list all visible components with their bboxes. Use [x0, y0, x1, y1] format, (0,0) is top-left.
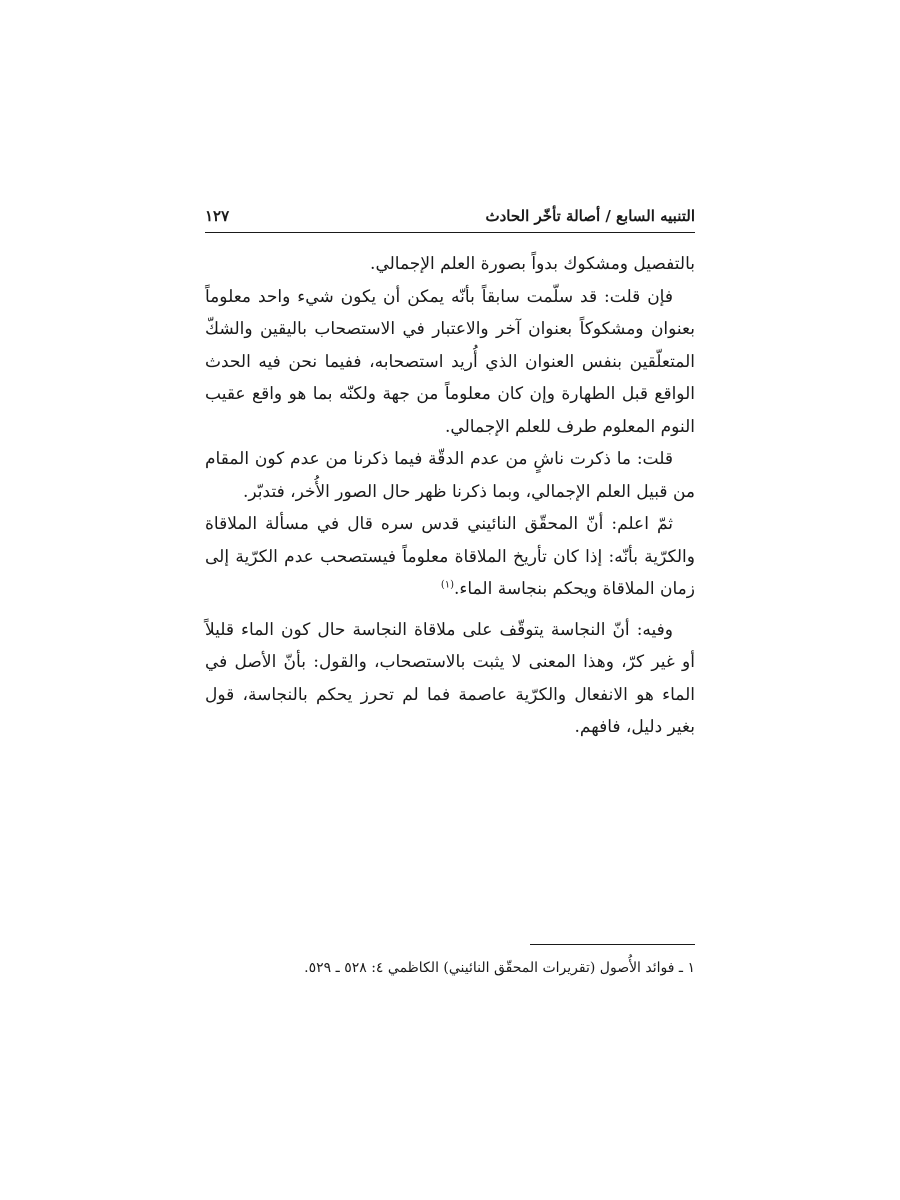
header-divider	[205, 232, 695, 233]
footnote-reference[interactable]: (١)	[440, 579, 455, 591]
footnote: ١ ـ فوائد الأُصول (تقريرات المحقّق النائيني) الكاظمي ٤: ٥٢٨ ـ ٥٢٩.	[304, 960, 695, 976]
paragraph-2: فإن قلت: قد سلّمت سابقاً بأنّه يمكن أن يكون شيء واحد معلوماً بعنوان ومشكوكاً بعنوان آخر والاعتبار في الاستصحاب باليقين والشكّ المتعلّقين بنفس العنوان الذي أُريد استصحابه، ففيما نحن فيه الحدث الواقع قبل الطهارة وإن كان معلوماً من جهة ولكنّه بما هو واقع عقيب النوم المعلوم طرف للعلم الإجمالي.	[205, 286, 695, 437]
running-header	[205, 205, 695, 231]
paragraph-3: قلت: ما ذكرت ناشٍ من عدم الدقّة فيما ذكرنا من عدم كون المقام من قبيل العلم الإجمالي، وبما ذكرنا ظهر حال الصور الأُخر، فتدبّر.	[205, 449, 695, 502]
paragraph-4-text: ثمّ اعلم: أنّ المحقّق النائيني قدس سره قال في مسألة الملاقاة والكرّية بأنّه: إذا كان تأريخ الملاقاة معلوماً فيستصحب عدم الكرّية إلى زمان الملاقاة ويحكم بنجاسة الماء.	[205, 514, 695, 599]
footnote-divider	[530, 944, 695, 945]
running-title: التنبيه السابع / أصالة تأخّر الحادث	[485, 207, 695, 225]
page-number: ١٢٧	[205, 207, 230, 225]
main-text	[205, 248, 695, 744]
paragraph-1: بالتفصيل ومشكوك بدواً بصورة العلم الإجمالي.	[370, 254, 695, 274]
paragraph-4	[205, 508, 695, 606]
paragraph-5: وفيه: أنّ النجاسة يتوقّف على ملاقاة النجاسة حال كون الماء قليلاً أو غير كرّ، وهذا المعنى لا يثبت بالاستصحاب، والقول: بأنّ الأصل في الماء هو الانفعال والكرّية عاصمة فما لم تحرز يحكم بالنجاسة، قول بغير دليل، فافهم.	[205, 619, 695, 737]
